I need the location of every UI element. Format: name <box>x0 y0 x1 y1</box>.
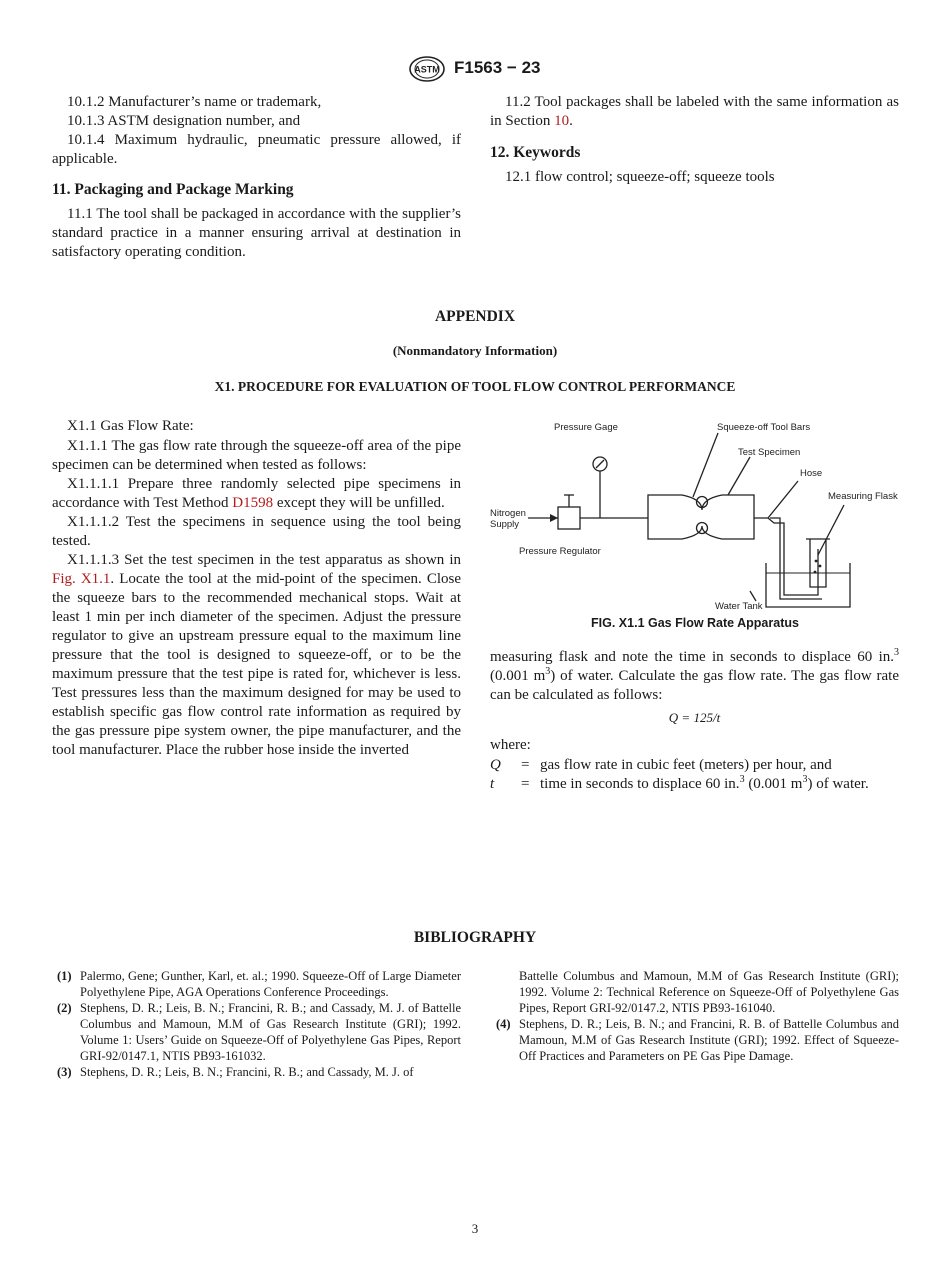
symbol-q: Q <box>490 757 501 773</box>
bib-item-4 <box>496 1016 899 1064</box>
label-pressure-regulator: Pressure Regulator <box>519 546 601 557</box>
cont-text-2: (0.001 m <box>490 668 546 684</box>
item-10-1-3: 10.1.3 ASTM designation number, and <box>67 113 301 129</box>
left-top-column <box>52 93 461 262</box>
where-label: where: <box>490 737 531 753</box>
designation: F1563 − 23 <box>454 58 541 77</box>
x1-1-1-1-end: except they will be unfilled. <box>273 495 445 511</box>
x1-1-1-3-continued <box>490 648 899 705</box>
item-12-1: 12.1 flow control; squeeze-off; squeeze tools <box>505 169 775 185</box>
section-10-link[interactable]: 10 <box>554 113 570 129</box>
label-supply: Supply <box>490 519 520 530</box>
svg-text:ASTM: ASTM <box>414 64 440 75</box>
item-11-2-text: 11.2 Tool packages shall be labeled with the same information as in Section <box>490 94 899 129</box>
label-nitrogen: Nitrogen <box>490 508 526 519</box>
x1-1-1-1 <box>52 475 461 513</box>
equals-t: = <box>521 776 530 792</box>
section-11-title: 11. Packaging and Package Marking <box>52 181 294 198</box>
bib-text-3: Stephens, D. R.; Leis, B. N.; Francini, R. B.; and Cassady, M. J. of <box>80 1065 414 1079</box>
label-water-tank: Water Tank <box>715 601 763 612</box>
equals-q: = <box>521 757 530 773</box>
fig-x1-1-link[interactable]: Fig. X1.1 <box>52 571 111 587</box>
right-top-column <box>490 93 899 187</box>
bib-text-3-cont: Battelle Columbus and Mamoun, M.M of Gas Research Institute (GRI); 1992. Volume 2: Technical Reference on Squeeze-Off of Polyethylene Gas Pipes, Report GRI-92/0147.2, NTIS PB93-161040. <box>519 969 899 1015</box>
item-10-1-2: 10.1.2 Manufacturer’s name or trademark, <box>67 94 322 110</box>
x1-1-1: X1.1.1 The gas flow rate through the squeeze-off area of the pipe specimen can be determined when tested as follows: <box>52 438 461 473</box>
desc-t-sup1: 3 <box>739 774 745 785</box>
x1-1-1-3-rest: . Locate the tool at the mid-point of the specimen. Close the squeeze bars to the recommended mechanical stops. Wait at least 1 min per inch diameter of the specimen. Adjust the pressure regulator to give an upstream pressure equal to the maximum line pressure that the tool is designed to squeeze-off, or to be the maximum pressure that the test pipe is rated for, whichever is less. Test pressures less than the maximum designed for may be used to establish specific gas flow control rate information as required by the gas pressure pipe system owner, the pipe manufacturer, and the tool manufacturer. Place the rubber hose inside the inverted <box>52 571 462 758</box>
symbol-t: t <box>490 776 495 792</box>
cont-sup-1: 3 <box>894 647 899 658</box>
x1-1-1-2: X1.1.1.2 Test the specimens in sequence using the tool being tested. <box>52 514 461 549</box>
formula: Q = 125/t <box>668 710 721 725</box>
item-11-2-end: . <box>569 113 573 129</box>
figure-caption: FIG. X1.1 Gas Flow Rate Apparatus <box>591 616 799 630</box>
astm-logo-icon <box>408 56 446 82</box>
where-row-q <box>490 756 899 775</box>
x1-1-heading: X1.1 Gas Flow Rate: <box>67 418 194 434</box>
bib-num-4: (4) <box>496 1017 511 1031</box>
cont-sup-2: 3 <box>545 666 551 677</box>
bib-item-3 <box>57 1064 461 1080</box>
bib-item-1 <box>57 968 461 1000</box>
appendix-title: APPENDIX <box>434 308 516 325</box>
bib-item-3-cont <box>496 968 899 1016</box>
cont-text-3: ) of water. Calculate the gas flow rate. The gas flow rate can be calculated as follows: <box>490 668 899 703</box>
label-test-specimen: Test Specimen <box>738 447 801 458</box>
appendix-subtitle: (Nonmandatory Information) <box>392 343 558 358</box>
d1598-link[interactable]: D1598 <box>232 495 274 511</box>
desc-t <box>540 775 869 794</box>
page-header <box>0 56 950 82</box>
right-body-column <box>490 648 899 794</box>
x1-title: X1. PROCEDURE FOR EVALUATION OF TOOL FLOW CONTROL PERFORMANCE <box>214 379 736 394</box>
cont-text-1: measuring flask and note the time in seconds to displace 60 in. <box>490 649 894 665</box>
desc-t-sup2: 3 <box>802 774 808 785</box>
item-11-2 <box>490 93 899 131</box>
desc-t-2: (0.001 m <box>744 776 803 792</box>
x1-1-1-3-text: X1.1.1.3 Set the test specimen in the test apparatus as shown in <box>67 552 461 568</box>
x1-1-1-1-text: X1.1.1.1 Prepare three randomly selected pipe specimens in accordance with Test Method <box>52 476 461 511</box>
item-10-1-4: 10.1.4 Maximum hydraulic, pneumatic pressure allowed, if applicable. <box>52 132 461 167</box>
bib-text-4: Stephens, D. R.; Leis, B. N.; and Francini, R. B. of Battelle Columbus and Mamoun, M.M of Gas Research Institute (GRI); 1992. Effect of Squeeze-Off Practices and Parameters on PE Gas Pipe Damage. <box>519 1017 899 1063</box>
bib-item-2 <box>57 1000 461 1064</box>
label-tool-bars: Squeeze-off Tool Bars <box>717 422 811 433</box>
desc-t-3: ) of water. <box>807 776 869 792</box>
gas-flow-apparatus-figure <box>488 415 900 615</box>
bib-text-1: Palermo, Gene; Gunther, Karl, et. al.; 1990. Squeeze-Off of Large Diameter Polyethylene Pipe, AGA Operations Conference Proceedings. <box>80 969 461 999</box>
page-number: 3 <box>471 1221 479 1236</box>
label-pressure-gage: Pressure Gage <box>554 422 618 433</box>
where-list <box>490 756 899 794</box>
left-body-column <box>52 417 461 760</box>
desc-q: gas flow rate in cubic feet (meters) per hour, and <box>540 757 832 773</box>
bibliography-title: BIBLIOGRAPHY <box>413 929 537 946</box>
desc-t-1: time in seconds to displace 60 in. <box>540 776 740 792</box>
bibliography-right <box>496 968 899 1064</box>
bib-num-3: (3) <box>57 1065 72 1079</box>
item-11-1: 11.1 The tool shall be packaged in accordance with the supplier’s standard practice in a manner ensuring arrival at destination in satisfactory operating condition. <box>52 206 461 260</box>
where-row-t <box>490 775 899 794</box>
section-12-title: 12. Keywords <box>490 144 581 161</box>
bib-num-1: (1) <box>57 969 72 983</box>
bibliography-left <box>57 968 461 1080</box>
bib-num-2: (2) <box>57 1001 72 1015</box>
label-hose: Hose <box>800 468 823 479</box>
x1-1-1-3 <box>52 551 461 760</box>
bib-text-2: Stephens, D. R.; Leis, B. N.; Francini, R. B.; and Cassady, M. J. of Battelle Columbus and Mamoun, M.M of Gas Research Institute (GRI); 1992. Volume 1: Users’ Guide on Squeeze-Off of Polyethylene Gas Pipes, Report GRI-92/0147.1, NTIS PB93-161032. <box>80 1001 461 1063</box>
label-measuring-flask: Measuring Flask <box>828 491 898 502</box>
